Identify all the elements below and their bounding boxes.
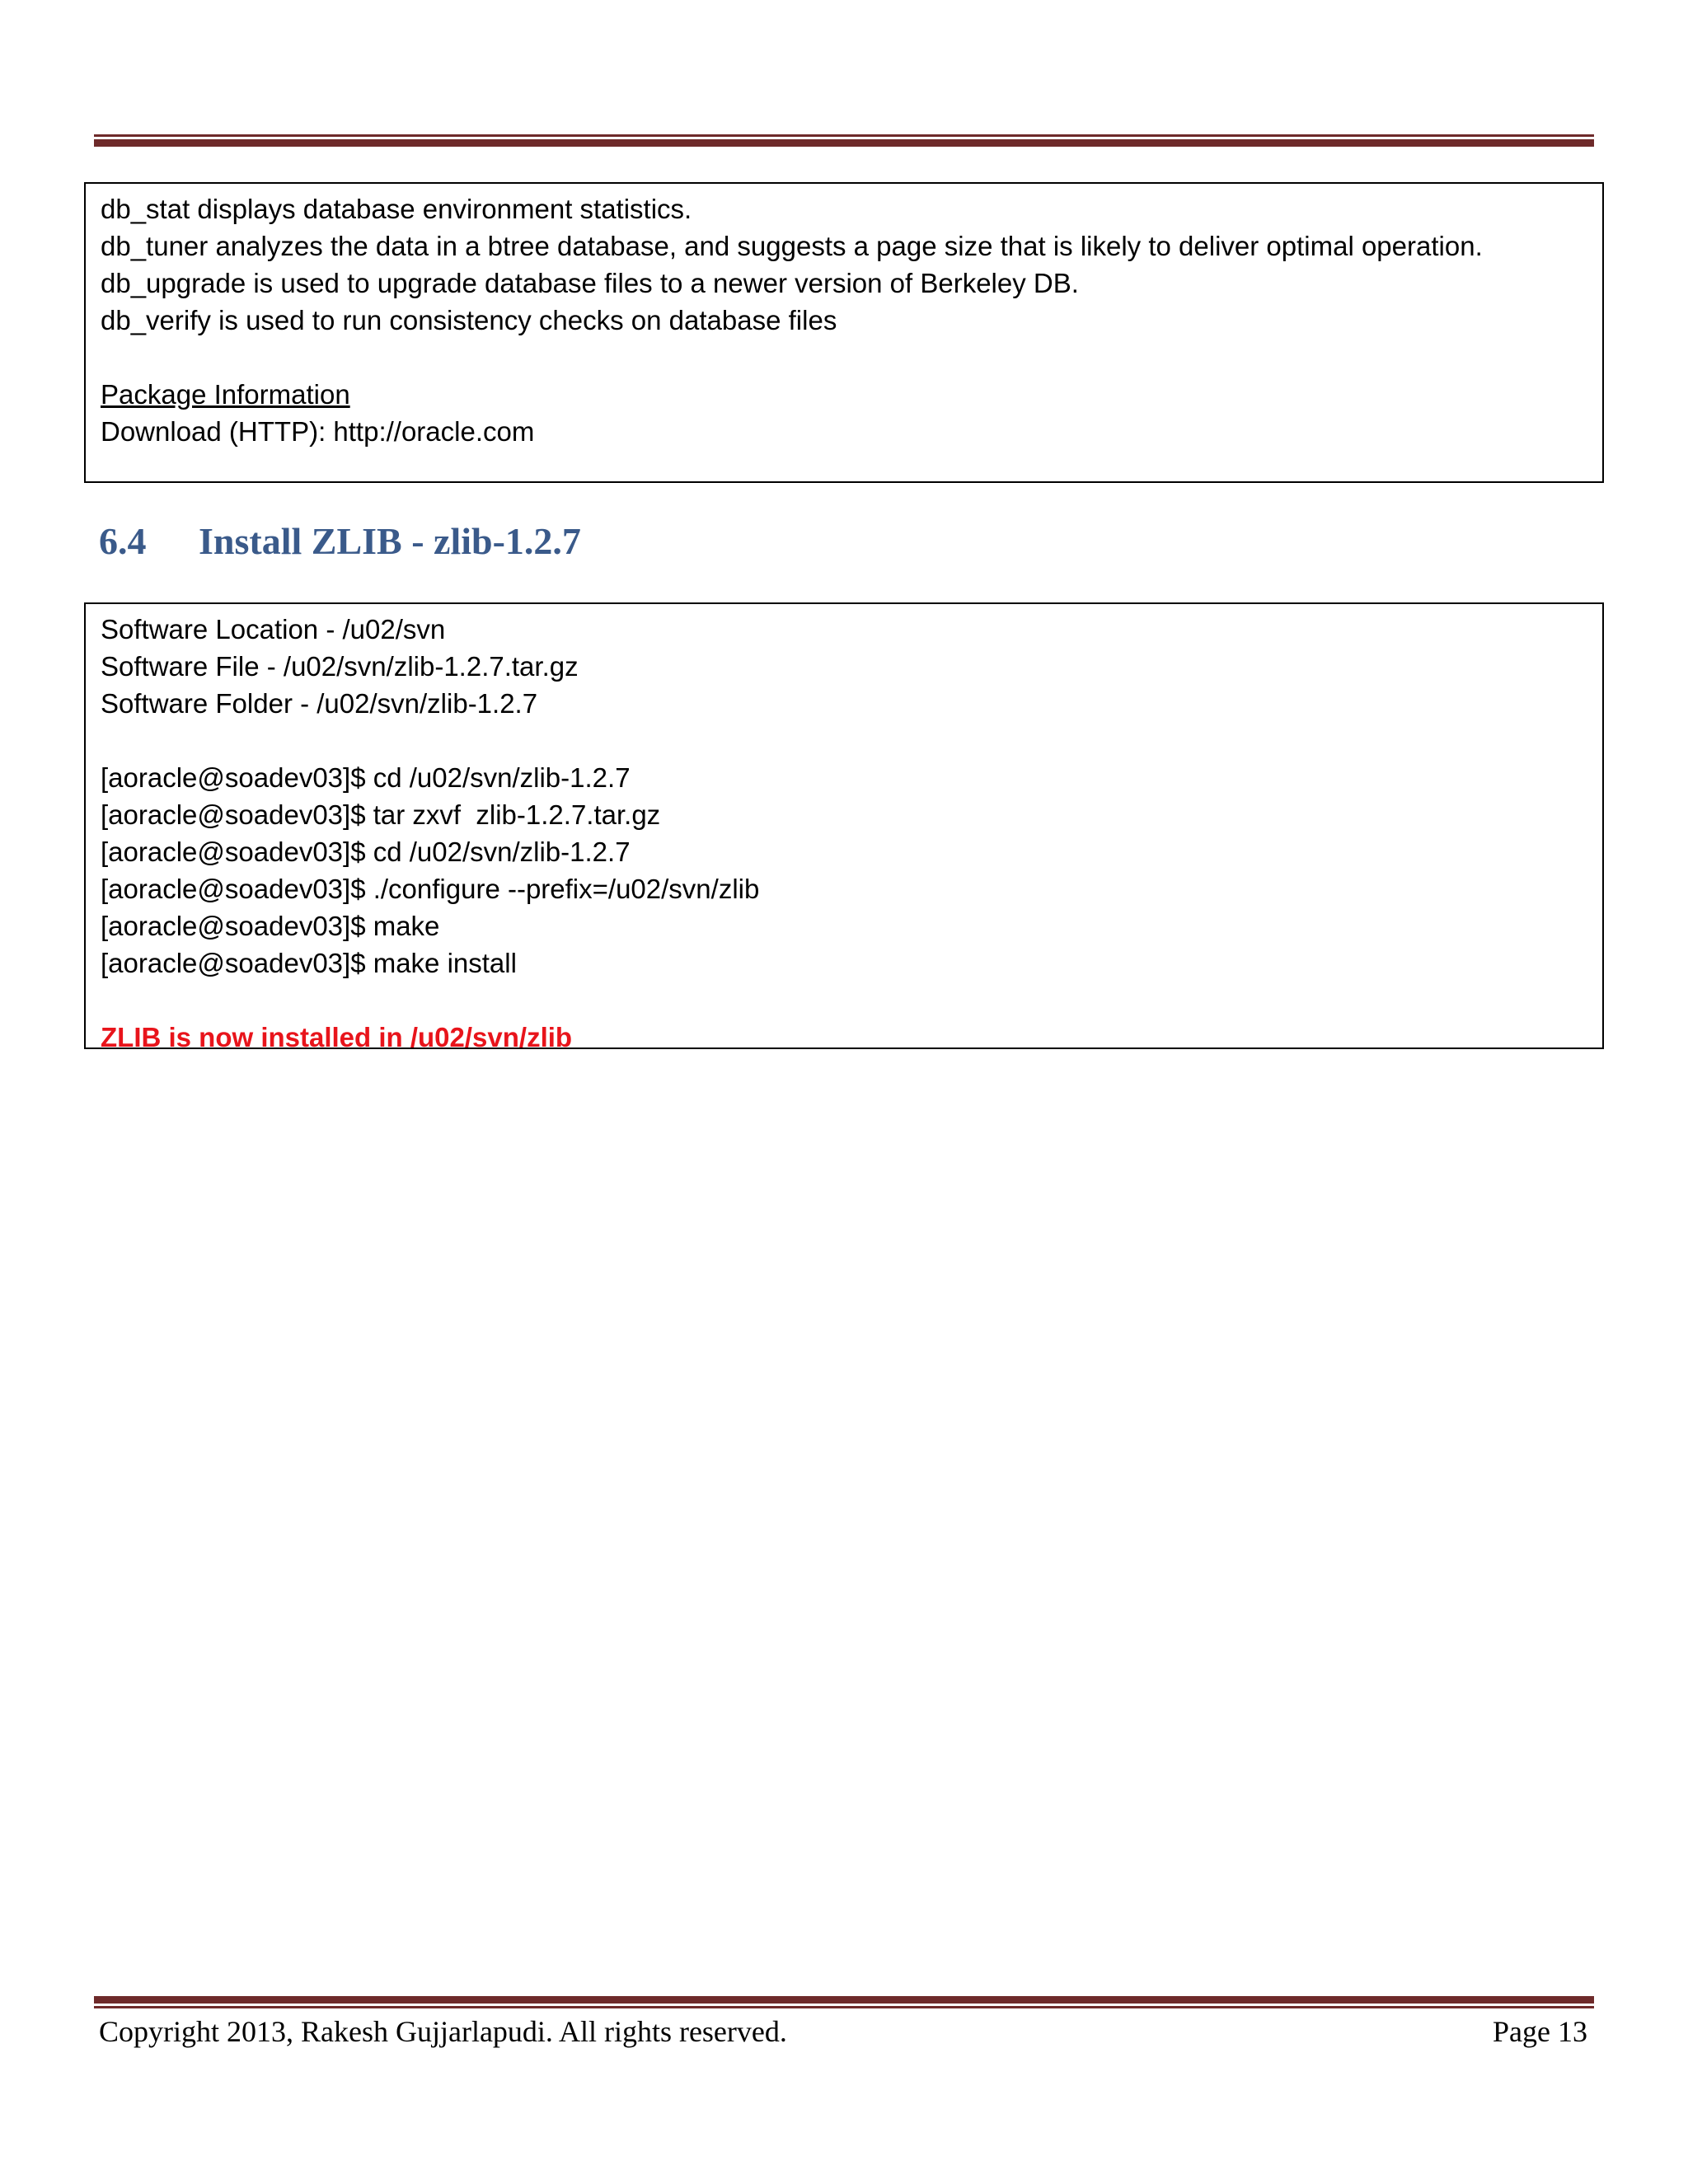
- section-title: Install ZLIB - zlib-1.2.7: [199, 520, 581, 562]
- zlib-install-box: [84, 602, 1604, 1052]
- footer-rule: [94, 1996, 1594, 2008]
- section-heading: [99, 513, 581, 570]
- software-file: Software File - /u02/svn/zlib-1.2.7.tar.gz: [101, 651, 579, 682]
- command-line: [aoracle@soadev03]$ cd /u02/svn/zlib-1.2.7: [101, 762, 631, 793]
- software-location: Software Location - /u02/svn: [101, 614, 446, 644]
- blank-line: [101, 722, 1587, 759]
- command-line: [aoracle@soadev03]$ ./configure --prefix=/u02/svn/zlib: [101, 874, 760, 904]
- package-information-heading: Package Information: [101, 379, 350, 410]
- command-line: [aoracle@soadev03]$ cd /u02/svn/zlib-1.2.7: [101, 837, 631, 867]
- command-line: [aoracle@soadev03]$ tar zxvf zlib-1.2.7.tar.gz: [101, 799, 661, 830]
- command-line: [aoracle@soadev03]$ make: [101, 911, 440, 941]
- text-line: db_tuner analyzes the data in a btree database, and suggests a page size that is likely to deliver optimal operation.: [101, 231, 1483, 261]
- text-line: db_upgrade is used to upgrade database files to a newer version of Berkeley DB.: [101, 268, 1079, 298]
- copyright-notice: Copyright 2013, Rakesh Gujjarlapudi. All rights reserved.: [99, 2015, 787, 2048]
- install-result-note: ZLIB is now installed in /u02/svn/zlib: [101, 1022, 573, 1052]
- command-line: [aoracle@soadev03]$ make install: [101, 948, 517, 978]
- utilities-description-box: [84, 182, 1604, 483]
- text-line: db_verify is used to run consistency checks on database files: [101, 305, 837, 335]
- blank-line: [101, 339, 1587, 376]
- page-footer: [99, 2011, 1587, 2052]
- page-number: Page 13: [1493, 2015, 1587, 2048]
- software-folder: Software Folder - /u02/svn/zlib-1.2.7: [101, 688, 538, 719]
- download-link-text: Download (HTTP): http://oracle.com: [101, 416, 535, 447]
- header-rule: [94, 134, 1594, 147]
- blank-line: [101, 982, 1587, 1019]
- section-number: 6.4: [99, 520, 147, 562]
- text-line: db_stat displays database environment statistics.: [101, 194, 692, 224]
